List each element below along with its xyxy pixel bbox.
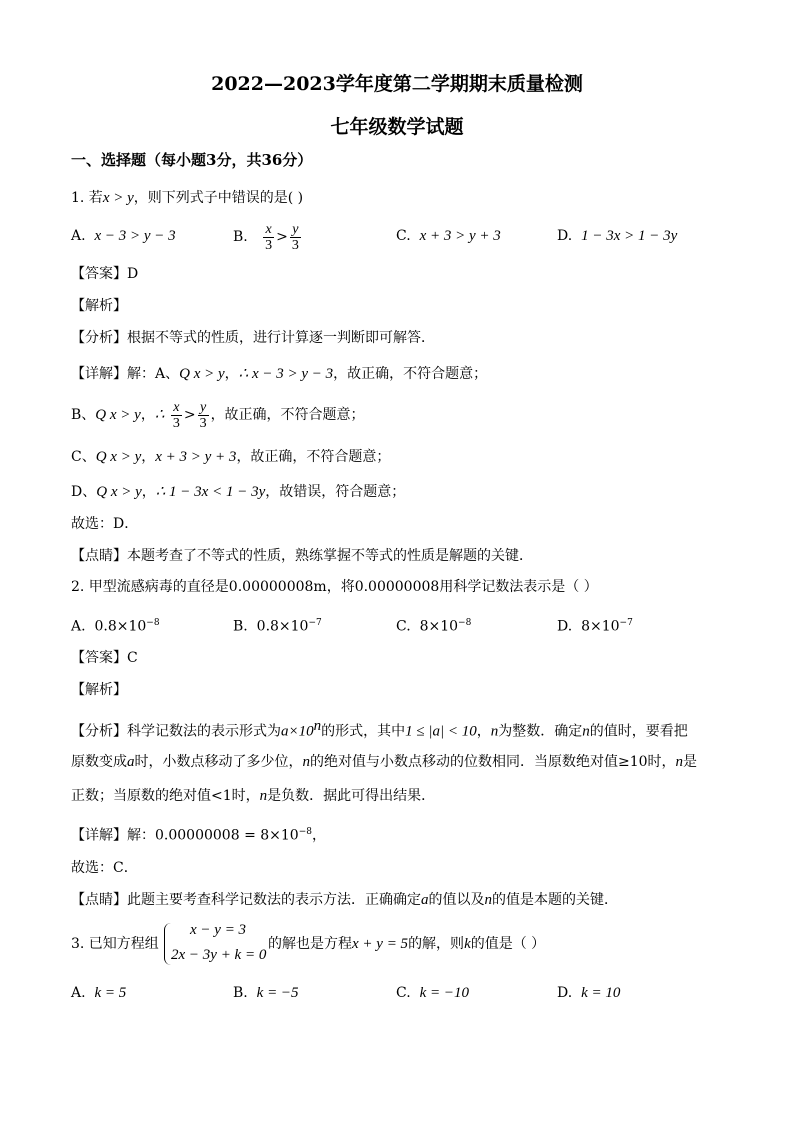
question-1-stem xyxy=(71,188,303,208)
text: C、 xyxy=(71,449,96,465)
option-math: k = −10 xyxy=(419,985,469,1001)
q3-equation-2: 2x − 3y + k = 0 xyxy=(171,947,267,963)
q2-option-b xyxy=(233,613,322,637)
option-math: 1 − 3x > 1 − 3y xyxy=(581,228,678,244)
fraction xyxy=(171,400,182,431)
numerator: x xyxy=(171,400,182,416)
text: B、 xyxy=(71,407,96,423)
denominator: 3 xyxy=(291,237,299,253)
q1-option-c xyxy=(396,226,501,246)
text: ， xyxy=(311,827,326,844)
q1-stem-suffix: ，则下列式子中错误的是( ) xyxy=(133,190,304,206)
math: n xyxy=(259,788,268,804)
option-math: k = 5 xyxy=(94,985,127,1001)
math: n xyxy=(490,723,499,740)
math: n xyxy=(675,754,684,770)
text: 【详解】解：A、 xyxy=(71,366,180,382)
q1-detail-d xyxy=(71,482,405,502)
q3-option-d xyxy=(557,983,620,1003)
text: 原数变成 xyxy=(71,754,127,770)
text: 是 xyxy=(683,754,698,770)
q3-option-c xyxy=(396,983,469,1003)
q1-comment: 【点睛】本题考查了不等式的性质，熟练掌握不等式的性质是解题的关键． xyxy=(71,548,533,564)
math: Q x > y xyxy=(95,407,141,423)
text: 是负数．据此可得出结果． xyxy=(267,788,436,804)
text: 的绝对值与小数点移动的位数相同．当原数绝对值≥10时， xyxy=(310,754,676,770)
text: 的解，则 xyxy=(408,936,465,952)
text: ， xyxy=(224,366,239,382)
denominator: 3 xyxy=(265,237,273,253)
q1-analysis: 【分析】根据不等式的性质，进行计算逐一判断即可解答． xyxy=(71,330,435,346)
option-label: B. xyxy=(233,985,248,1001)
q2-detail xyxy=(71,822,326,846)
q1-stem-prefix: 1. 若 xyxy=(71,190,103,206)
math: 0.00000008 = 8×10 xyxy=(155,827,299,844)
text: 时， xyxy=(231,788,260,804)
text: 【详解】解： xyxy=(71,827,155,844)
q3-stem-prefix: 3. 已知方程组 xyxy=(71,936,159,952)
math: a xyxy=(421,892,429,908)
numerator: y xyxy=(198,400,209,416)
math: ∴ x − 3 > y − 3 xyxy=(238,366,334,382)
q1-jiexi: 【解析】 xyxy=(71,298,127,314)
question-2-stem: 2. 甲型流感病毒的直径是0.00000008m，将0.00000008用科学记数法表示是（ ） xyxy=(71,579,598,595)
option-math: 0.8×10 xyxy=(256,618,309,635)
q2-jiexi: 【解析】 xyxy=(71,682,127,698)
gt-sign: > xyxy=(276,229,288,245)
math: Q x > y xyxy=(96,484,142,500)
text: ，故错误，符合题意； xyxy=(265,484,406,500)
q2-choice: 故选：C． xyxy=(71,860,138,876)
option-label: C. xyxy=(396,985,411,1001)
gt-sign: > xyxy=(183,407,196,423)
q2-analysis-line1 xyxy=(71,716,688,742)
fraction xyxy=(290,222,301,253)
exponent: −8 xyxy=(146,618,160,628)
q2-analysis-line3 xyxy=(71,786,435,806)
math: Q x > y xyxy=(95,449,142,465)
option-math: x + 3 > y + 3 xyxy=(419,228,501,244)
denominator: 3 xyxy=(199,415,207,431)
option-label: D. xyxy=(557,618,573,635)
q3-equation-1: x − y = 3 xyxy=(190,922,247,938)
numerator: x xyxy=(263,222,274,238)
text: 的值以及 xyxy=(428,892,485,908)
math: ∴ 1 − 3x < 1 − 3y xyxy=(155,484,266,500)
q1-answer: 【答案】D xyxy=(71,266,139,282)
text: ， xyxy=(476,723,491,740)
q1-condition: x > y xyxy=(102,190,134,206)
text: 时，小数点移动了多少位， xyxy=(134,754,303,770)
text: D、 xyxy=(71,484,97,500)
q1-detail-a xyxy=(71,364,487,384)
q2-option-c xyxy=(396,613,471,637)
text: 的值是本题的关键． xyxy=(492,892,618,908)
text: 【分析】科学记数法的表示形式为 xyxy=(71,723,281,740)
option-label: D. xyxy=(557,228,573,244)
section-heading: 一、选择题（每小题3分，共36分） xyxy=(71,151,313,169)
math: <1 xyxy=(211,788,232,804)
exponent: −7 xyxy=(619,618,633,628)
q3-option-b xyxy=(233,983,299,1003)
therefore-sign: ∴ xyxy=(154,407,165,423)
text: 的值是（ ） xyxy=(470,936,546,952)
option-math: x − 3 > y − 3 xyxy=(94,228,176,244)
option-label: B. xyxy=(233,229,248,245)
q1-choice: 故选：D． xyxy=(71,516,139,532)
q3-option-a xyxy=(71,983,126,1003)
math: n xyxy=(582,723,590,740)
text: ， xyxy=(141,484,156,500)
fraction xyxy=(263,222,274,253)
q2-option-d xyxy=(557,613,633,637)
q2-answer: 【答案】C xyxy=(71,650,138,666)
q1-option-d xyxy=(557,226,677,246)
exponent: −8 xyxy=(458,618,472,628)
exponent: −8 xyxy=(298,827,312,837)
text: ，故正确，不符合题意； xyxy=(236,449,391,465)
text: ，故正确，不符合题意； xyxy=(333,366,488,382)
exponent: n xyxy=(313,718,322,734)
option-label: A. xyxy=(71,985,86,1001)
math: n xyxy=(484,892,492,908)
page-title: 2022—2023学年度第二学期期末质量检测 xyxy=(211,73,583,95)
math: k xyxy=(464,936,471,952)
option-label: A. xyxy=(71,618,86,635)
option-label: D. xyxy=(557,985,573,1001)
option-label: B. xyxy=(233,618,248,635)
text: 正数；当原数的绝对值 xyxy=(71,788,211,804)
option-math: k = −5 xyxy=(256,985,299,1001)
q3-stem-rest xyxy=(268,934,545,954)
math: a×10 xyxy=(281,723,314,740)
q1-detail-c xyxy=(71,447,390,467)
math: a xyxy=(127,754,135,770)
numerator: y xyxy=(290,222,301,238)
math: Q x > y xyxy=(179,366,225,382)
option-math: k = 10 xyxy=(581,985,621,1001)
option-math: 0.8×10 xyxy=(94,618,147,635)
q1-option-b xyxy=(233,220,303,254)
text: 为整数．确定 xyxy=(498,723,583,740)
q1-option-a xyxy=(71,226,176,246)
text: 【点睛】此题主要考查科学记数法的表示方法．正确确定 xyxy=(71,892,421,908)
math: n xyxy=(302,754,310,770)
exponent: −7 xyxy=(308,618,322,628)
system-brace xyxy=(164,923,171,965)
text: ， xyxy=(141,449,156,465)
text: 的形式，其中 xyxy=(321,723,406,740)
math: x + 3 > y + 3 xyxy=(155,449,237,465)
text: ，故正确，不符合题意； xyxy=(210,407,365,423)
text: ， xyxy=(140,407,155,423)
math: x + y = 5 xyxy=(352,936,409,952)
option-math: 8×10 xyxy=(581,618,620,635)
fraction xyxy=(198,400,209,431)
q1-detail-b xyxy=(71,398,365,432)
option-label: C. xyxy=(396,618,411,635)
q2-analysis-line2 xyxy=(71,752,697,772)
option-math: 8×10 xyxy=(419,618,459,635)
text: 的解也是方程 xyxy=(268,936,352,952)
option-label: A. xyxy=(71,228,86,244)
q2-option-a xyxy=(71,613,160,637)
q2-comment xyxy=(71,890,618,910)
math: 1 ≤ |a| < 10 xyxy=(405,723,477,740)
text: 的值时，要看把 xyxy=(589,723,688,740)
option-label: C. xyxy=(396,228,411,244)
denominator: 3 xyxy=(172,415,180,431)
page-subtitle: 七年级数学试题 xyxy=(330,116,464,138)
